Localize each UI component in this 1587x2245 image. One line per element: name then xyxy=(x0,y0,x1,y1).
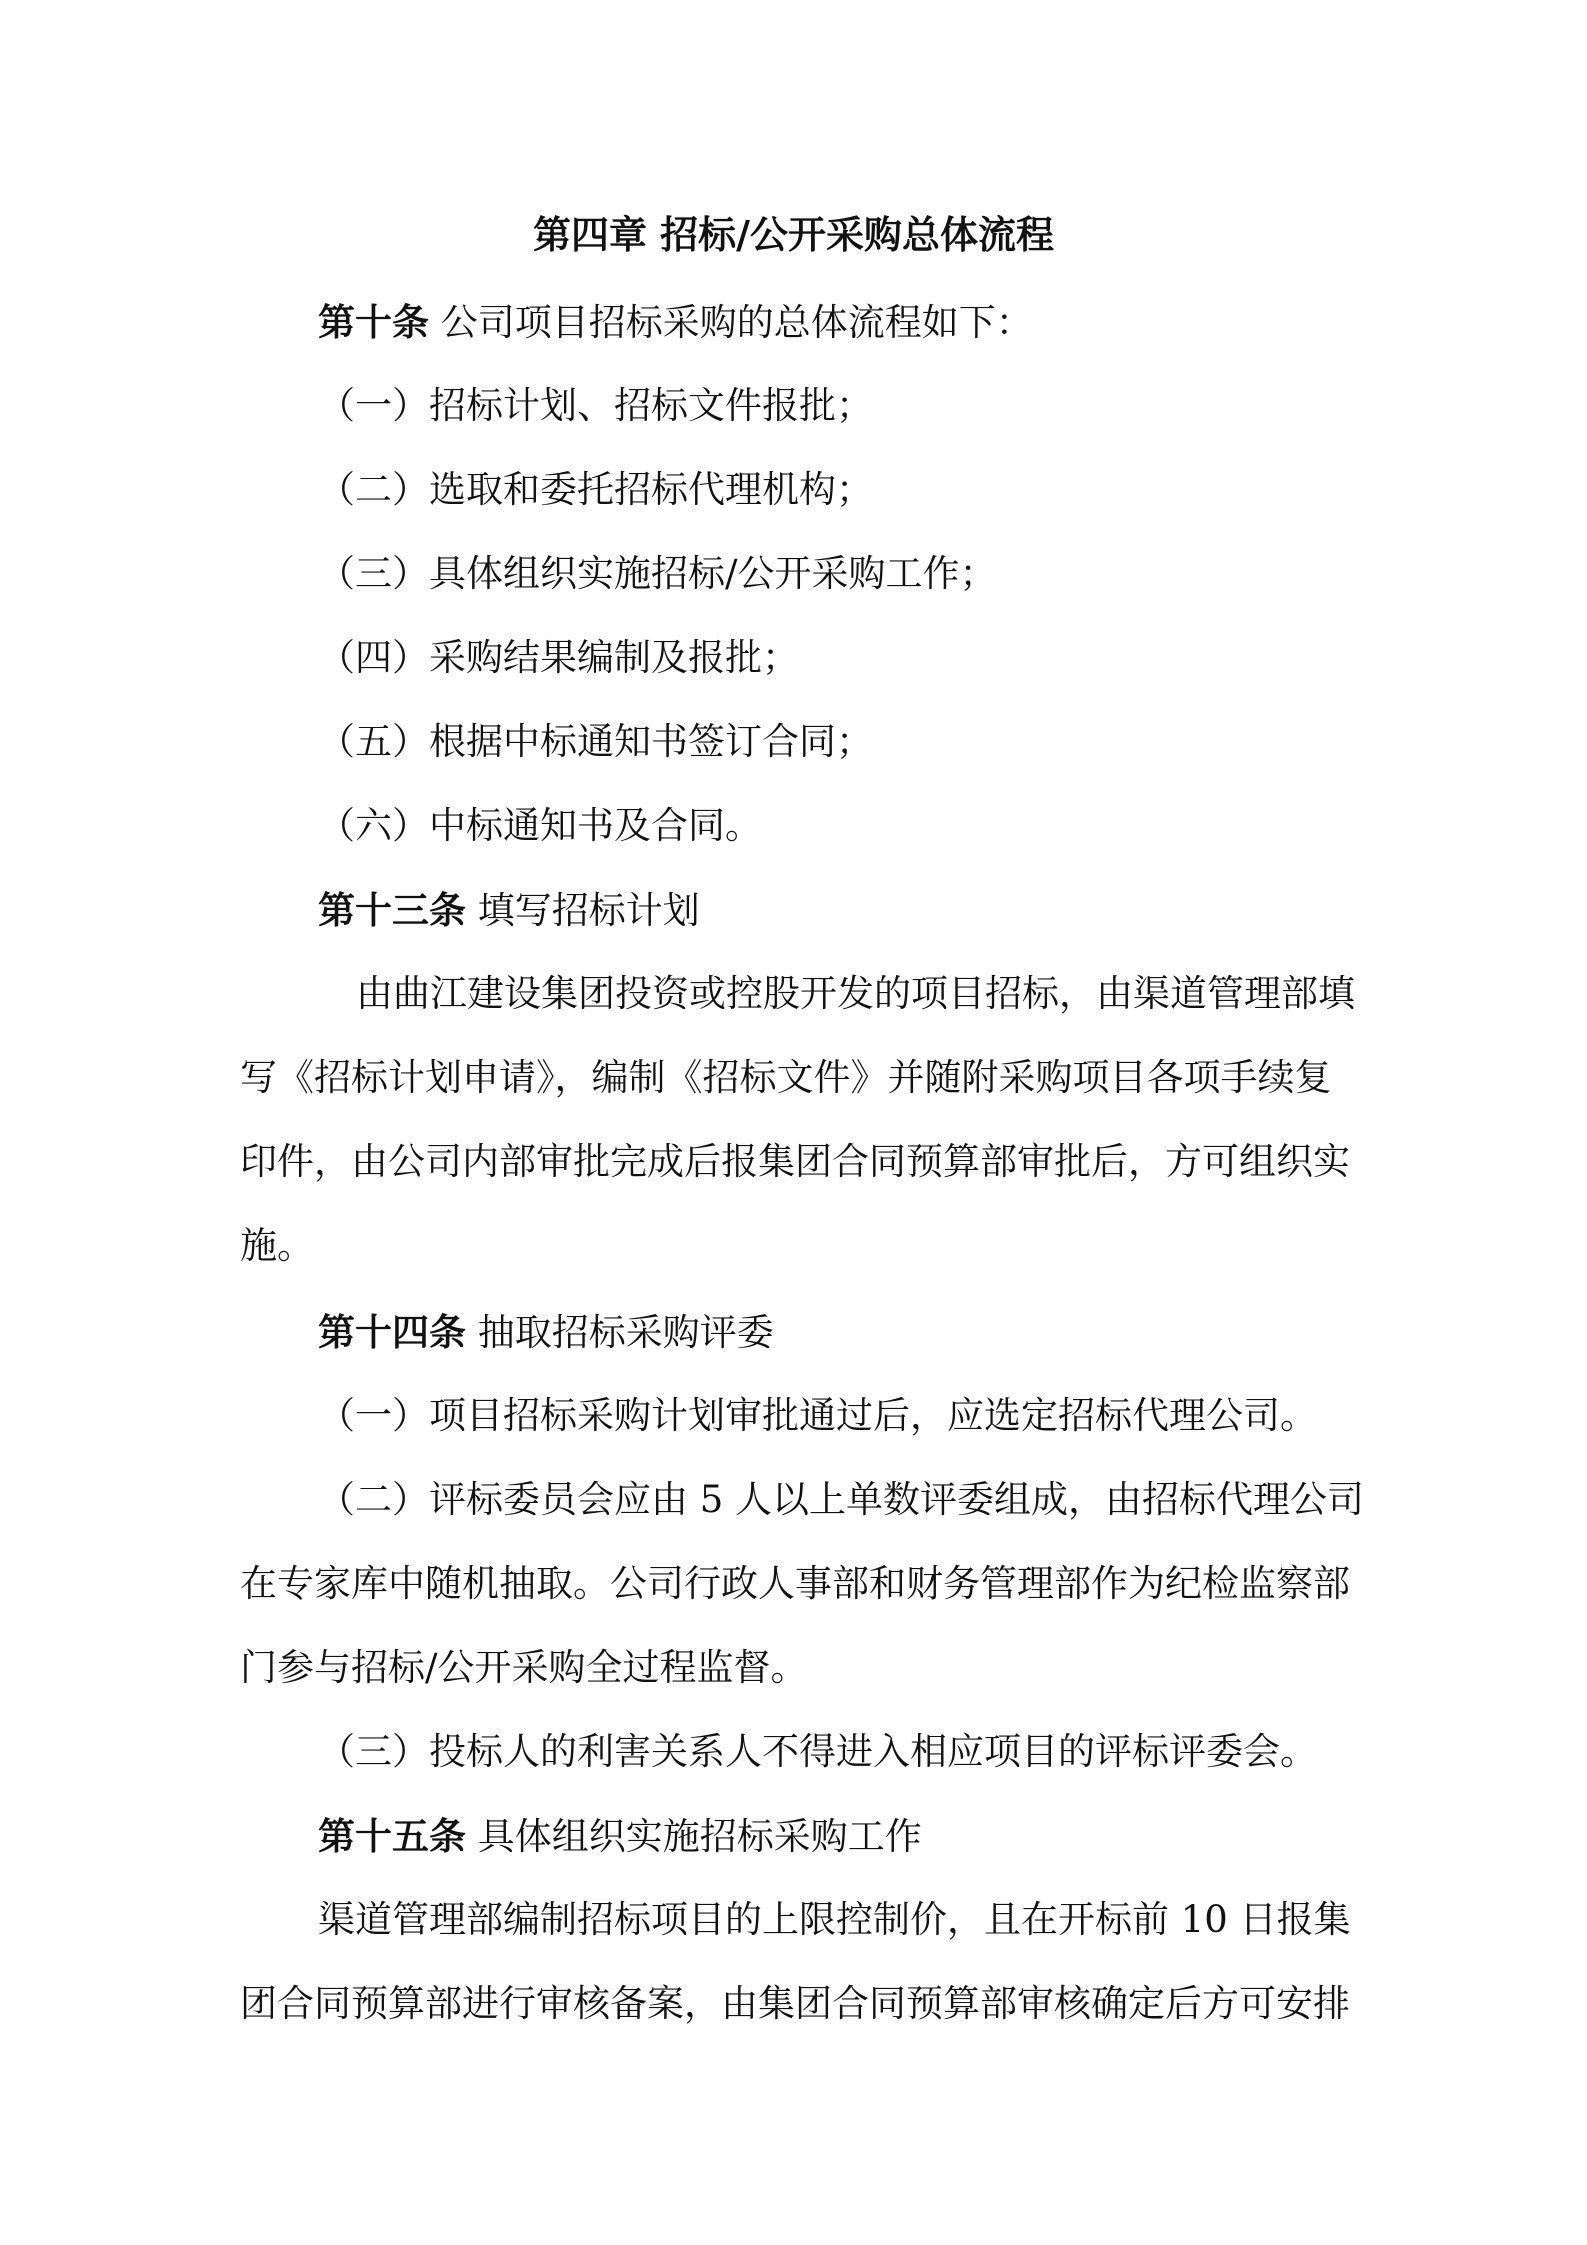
article14-heading: 第十四条 xyxy=(318,1310,466,1354)
article14-line xyxy=(318,1302,1438,1363)
article13-body-line-3: 印件，由公司内部审批完成后报集团合同预算部审批后，方可组织实 xyxy=(240,1140,1350,1183)
article13-body-line-2: 写《招标计划申请》，编制《招标文件》并随附采购项目各项手续复 xyxy=(240,1056,1332,1099)
article14-item-2-line-2: 在专家库中随机抽取。公司行政人事部和财务管理部作为纪检监察部 xyxy=(240,1562,1350,1605)
article10-heading: 第十条 xyxy=(318,300,429,344)
article13-line xyxy=(318,880,1438,941)
article15-body-line-2: 团合同预算部进行审核备案，由集团合同预算部审核确定后方可安排 xyxy=(240,1982,1350,2025)
article10-item-5: （五）根据中标通知书签订合同； xyxy=(318,720,873,763)
article13-body-line-1: 由曲江建设集团投资或控股开发的项目招标，由渠道管理部填 xyxy=(356,972,1355,1015)
article14-item-1: （一）项目招标采购计划审批通过后，应选定招标代理公司。 xyxy=(318,1394,1317,1437)
article10-item-3: （三）具体组织实施招标/公开采购工作； xyxy=(318,552,997,595)
article10-item-6: （六）中标通知书及合同。 xyxy=(318,804,762,847)
article13-body-line-4: 施。 xyxy=(240,1224,314,1267)
article10-line xyxy=(318,292,1438,353)
article10-item-2: （二）选取和委托招标代理机构； xyxy=(318,468,873,511)
article14-item-2-line-3: 门参与招标/公开采购全过程监督。 xyxy=(240,1646,808,1689)
article14-item-2-line-1: （二）评标委员会应由 5 人以上单数评委组成，由招标代理公司 xyxy=(318,1478,1365,1521)
article15-body-line-1: 渠道管理部编制招标项目的上限控制价，且在开标前 10 日报集 xyxy=(318,1898,1351,1941)
article14-item-3: （三）投标人的利害关系人不得进入相应项目的评标评委会。 xyxy=(318,1730,1317,1773)
article10-item-4: （四）采购结果编制及报批； xyxy=(318,636,799,679)
article15-line xyxy=(318,1806,1438,1867)
article13-heading: 第十三条 xyxy=(318,888,466,932)
article13-text: 填写招标计划 xyxy=(477,889,700,932)
article14-text: 抽取招标采购评委 xyxy=(477,1311,774,1354)
article10-text: 公司项目招标采购的总体流程如下： xyxy=(440,301,1033,344)
article10-item-1: （一）招标计划、招标文件报批； xyxy=(318,384,873,427)
article15-heading: 第十五条 xyxy=(318,1814,466,1858)
article15-text: 具体组织实施招标采购工作 xyxy=(477,1815,922,1858)
chapter-title: 第四章 招标/公开采购总体流程 xyxy=(532,212,1055,257)
